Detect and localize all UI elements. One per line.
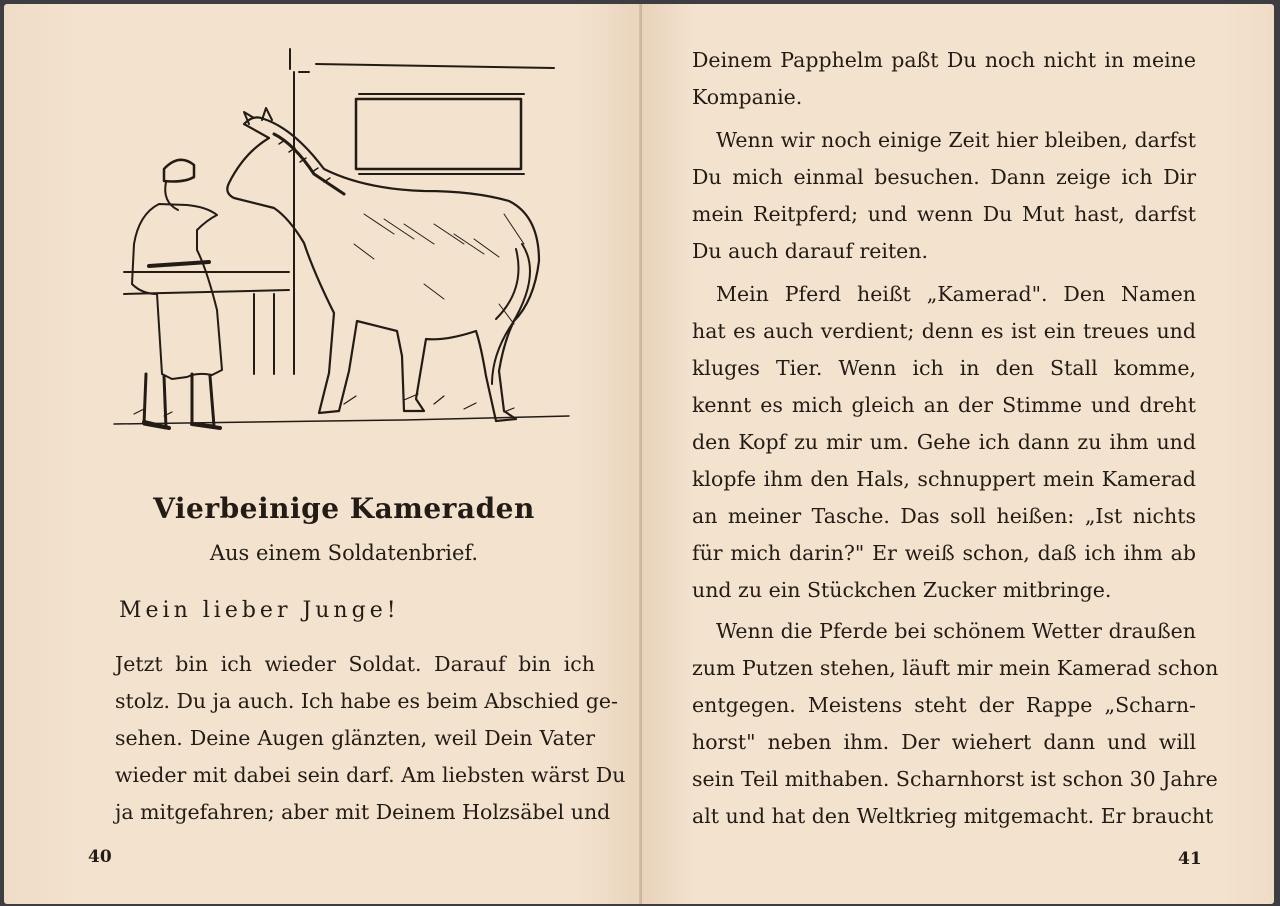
text-line: klopfe ihm den Hals, schnuppert mein Kamerad bbox=[692, 467, 1196, 491]
letter-greeting: Mein lieber Junge! bbox=[119, 598, 400, 623]
text-line: Du mich einmal besuchen. Dann zeige ich Dir bbox=[692, 165, 1196, 189]
text-line: Wenn wir noch einige Zeit hier bleiben, darfst bbox=[716, 128, 1196, 152]
page-number-right: 41 bbox=[1178, 849, 1202, 869]
text-line: kluges Tier. Wenn ich in den Stall komme, bbox=[692, 356, 1196, 380]
text-line: alt und hat den Weltkrieg mitgemacht. Er braucht bbox=[692, 804, 1214, 828]
page-number-left: 40 bbox=[88, 847, 112, 867]
text-line: Wenn die Pferde bei schönem Wetter draußen bbox=[716, 619, 1196, 643]
text-line: an meiner Tasche. Das soll heißen: „Ist nichts bbox=[692, 504, 1196, 528]
text-line: kennt es mich gleich an der Stimme und dreht bbox=[692, 393, 1196, 417]
text-line: Kompanie. bbox=[692, 85, 803, 109]
text-line: stolz. Du ja auch. Ich habe es beim Abschied ge- bbox=[115, 689, 618, 713]
story-subtitle: Aus einem Soldatenbrief. bbox=[209, 541, 479, 565]
text-line: horst" neben ihm. Der wiehert dann und will bbox=[692, 730, 1196, 754]
text-line: mein Reitpferd; und wenn Du Mut hast, darfst bbox=[692, 202, 1196, 226]
text-line: ja mitgefahren; aber mit Deinem Holzsäbel und bbox=[115, 800, 611, 824]
left-page bbox=[4, 4, 642, 904]
soldier-and-horse-illustration bbox=[104, 44, 574, 444]
text-line: sehen. Deine Augen glänzten, weil Dein Vater bbox=[115, 726, 595, 750]
text-line: hat es auch verdient; denn es ist ein treues und bbox=[692, 319, 1196, 343]
story-title: Vierbeinige Kameraden bbox=[153, 492, 535, 525]
text-line: Deinem Papphelm paßt Du noch nicht in meine bbox=[692, 48, 1196, 72]
text-line: für mich darin?" Er weiß schon, daß ich ihm ab bbox=[692, 541, 1196, 565]
text-line: wieder mit dabei sein darf. Am liebsten wärst Du bbox=[115, 763, 626, 787]
text-line: Mein Pferd heißt „Kamerad". Den Namen bbox=[716, 282, 1196, 306]
right-page bbox=[642, 4, 1274, 904]
text-line: zum Putzen stehen, läuft mir mein Kamerad schon bbox=[692, 656, 1219, 680]
text-line: sein Teil mithaben. Scharnhorst ist schon 30 Jahre bbox=[692, 767, 1218, 791]
text-line: Du auch darauf reiten. bbox=[692, 239, 929, 263]
text-line: entgegen. Meistens steht der Rappe „Scharn- bbox=[692, 693, 1196, 717]
text-line: Jetzt bin ich wieder Soldat. Darauf bin ich bbox=[115, 652, 595, 676]
text-line: und zu ein Stückchen Zucker mitbringe. bbox=[692, 578, 1112, 602]
text-line: den Kopf zu mir um. Gehe ich dann zu ihm und bbox=[692, 430, 1196, 454]
